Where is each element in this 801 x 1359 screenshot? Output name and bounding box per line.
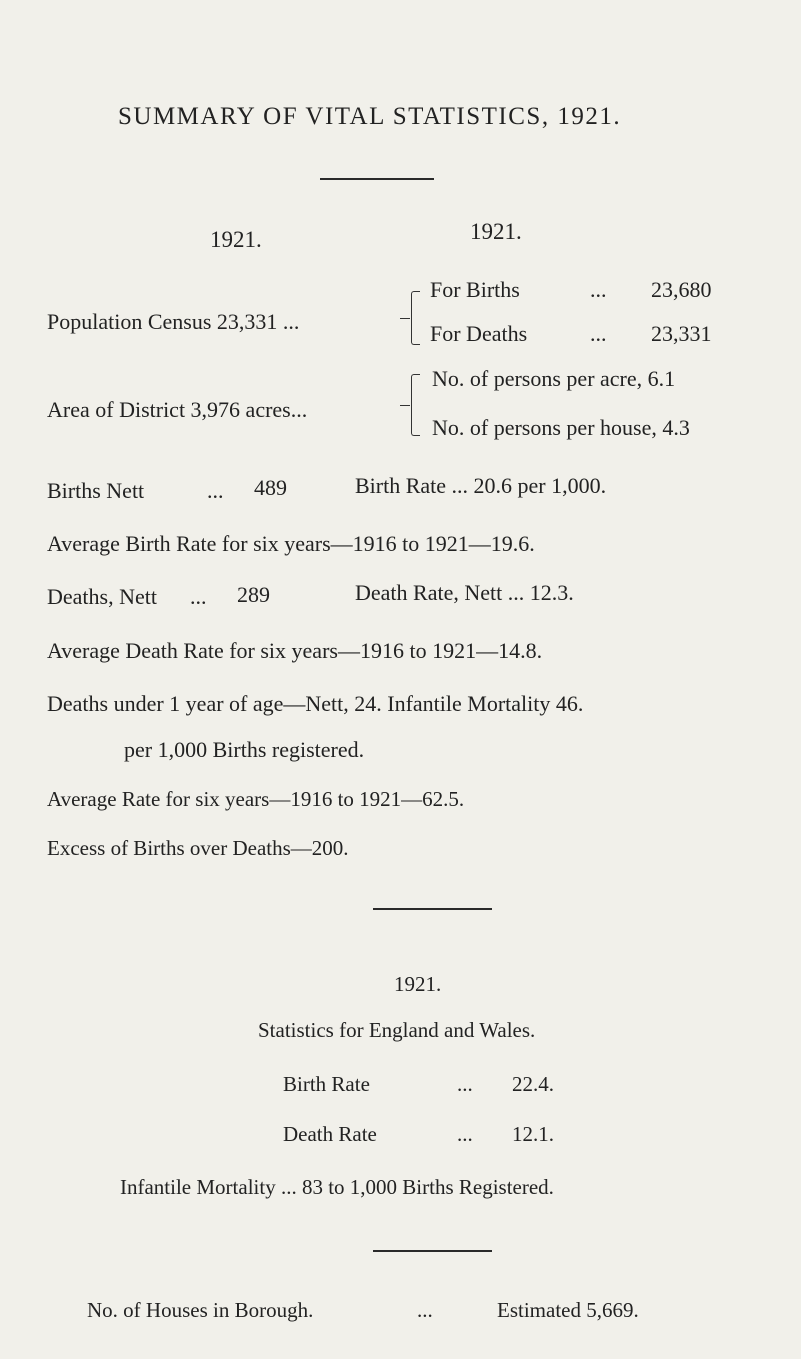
persons-per-acre: No. of persons per acre, 6.1 — [432, 366, 676, 391]
houses-dots: ... — [417, 1298, 433, 1322]
for-births-value: 23,680 — [651, 277, 712, 302]
deaths-nett-value: 289 — [237, 582, 270, 607]
ew-infantile-mortality: Infantile Mortality ... 83 to 1,000 Births Registered. — [120, 1175, 554, 1199]
persons-per-house: No. of persons per house, 4.3 — [432, 415, 690, 440]
ew-birth-rate-value: 22.4. — [512, 1072, 554, 1096]
infant-deaths: Deaths under 1 year of age—Nett, 24. Infantile Mortality 46. — [47, 691, 584, 716]
average-birth-rate: Average Birth Rate for six years—1916 to 1921—19.6. — [47, 531, 535, 556]
title-divider — [320, 178, 434, 180]
area-of-district: Area of District 3,976 acres... — [47, 397, 308, 422]
death-rate: Death Rate, Nett ... 12.3. — [355, 580, 574, 605]
for-births-label: For Births — [430, 277, 520, 302]
per-1000-births: per 1,000 Births registered. — [124, 737, 365, 762]
excess-of-births: Excess of Births over Deaths—200. — [47, 836, 349, 860]
houses-label: No. of Houses in Borough. — [87, 1298, 314, 1322]
for-deaths-dots: ... — [590, 321, 607, 346]
births-nett-value: 489 — [254, 475, 287, 500]
houses-value: Estimated 5,669. — [497, 1298, 639, 1322]
for-births-dots: ... — [590, 277, 607, 302]
area-brace — [411, 374, 420, 436]
bottom-divider — [373, 1250, 492, 1252]
births-nett-dots: ... — [207, 478, 224, 503]
population-brace — [411, 291, 420, 345]
average-death-rate: Average Death Rate for six years—1916 to 1921—14.8. — [47, 638, 543, 663]
section-divider — [373, 908, 492, 910]
for-deaths-label: For Deaths — [430, 321, 528, 346]
page-title: SUMMARY OF VITAL STATISTICS, 1921. — [118, 103, 622, 130]
births-nett-label: Births Nett — [47, 478, 145, 503]
right-year-heading: 1921. — [470, 219, 522, 244]
ew-year-heading: 1921. — [394, 972, 442, 996]
for-deaths-value: 23,331 — [651, 321, 712, 346]
ew-death-rate-value: 12.1. — [512, 1122, 554, 1146]
birth-rate: Birth Rate ... 20.6 per 1,000. — [355, 473, 607, 498]
left-year-heading: 1921. — [210, 227, 262, 252]
ew-birth-rate-dots: ... — [457, 1072, 473, 1096]
deaths-nett-dots: ... — [190, 584, 207, 609]
population-census: Population Census 23,331 ... — [47, 309, 300, 334]
ew-death-rate-dots: ... — [457, 1122, 473, 1146]
ew-heading: Statistics for England and Wales. — [258, 1018, 536, 1042]
average-infant-rate: Average Rate for six years—1916 to 1921—62.5. — [47, 787, 465, 811]
ew-birth-rate-label: Birth Rate — [283, 1072, 370, 1096]
ew-death-rate-label: Death Rate — [283, 1122, 377, 1146]
deaths-nett-label: Deaths, Nett — [47, 584, 157, 609]
